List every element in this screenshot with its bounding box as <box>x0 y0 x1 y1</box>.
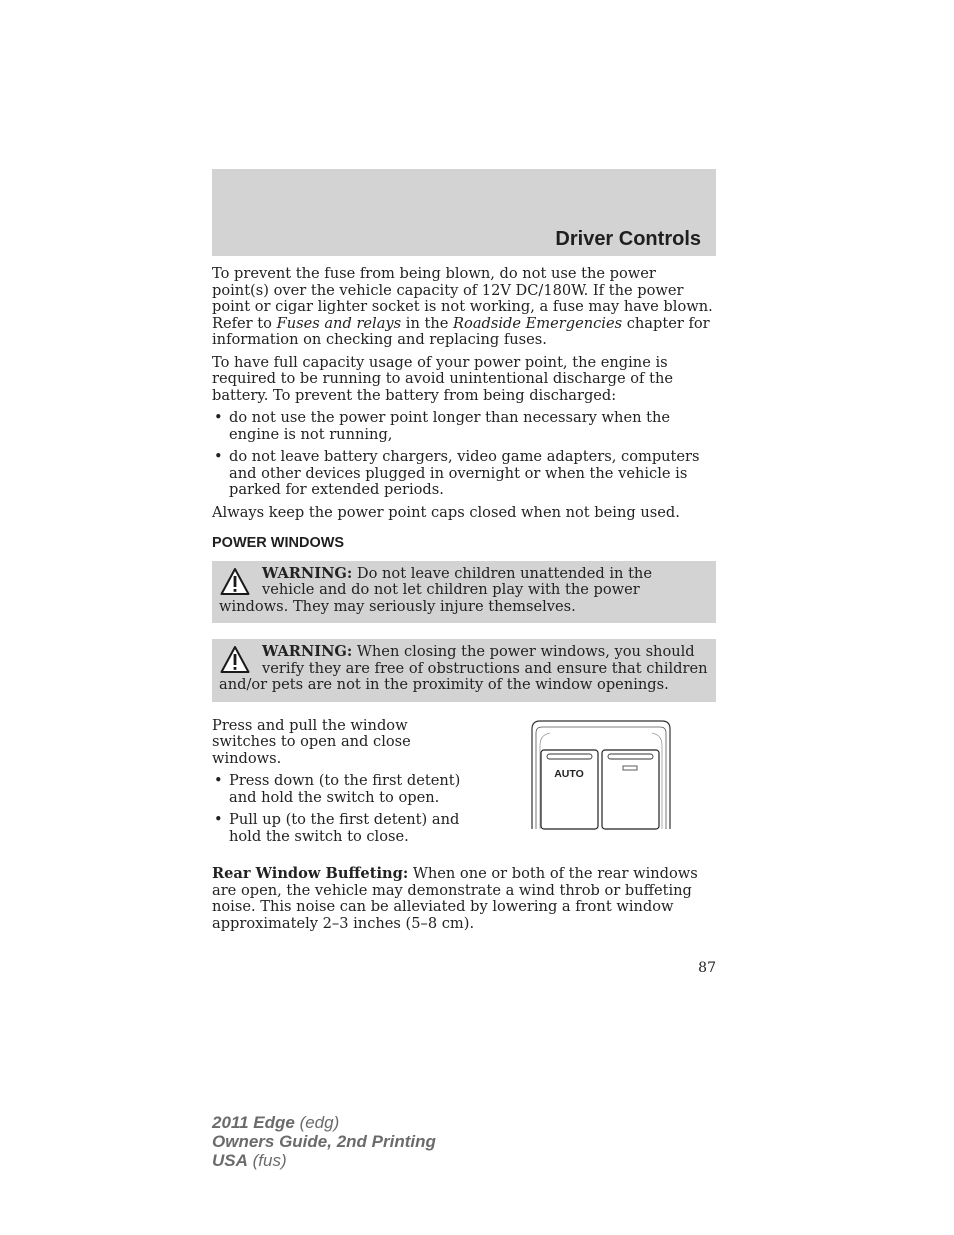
ref-fuses-and-relays: Fuses and relays <box>276 314 402 332</box>
warning-text: When closing the power windows, you should verify they are free of obstructions and ensure that children and/or pets are not in the proximity of the window openings. <box>219 643 708 693</box>
warning-text: Do not leave children unattended in the vehicle and do not let children play with the power windows. They may seriously injure themselves. <box>219 564 652 615</box>
switch-bullet-list <box>212 773 462 845</box>
footer-line-3: USA (fus) <box>212 1151 287 1170</box>
ref-roadside-emergencies: Roadside Emergencies <box>453 314 623 332</box>
discharge-bullet-list <box>212 410 716 499</box>
chapter-header-band <box>212 169 716 256</box>
section-heading-power-windows: POWER WINDOWS <box>212 535 345 551</box>
auto-label: AUTO <box>554 767 584 780</box>
warning-label: WARNING: <box>262 564 353 582</box>
footer-line-2: Owners Guide, 2nd Printing <box>212 1132 436 1151</box>
page-content <box>212 266 716 938</box>
fuse-paragraph: To prevent the fuse from being blown, do not use the power point(s) over the vehicle capacity of 12V DC/180W. If the power point or cigar lighter socket is not working, a fuse may have blown. Refer to Fuses and relays in the Roadside Emergencies chapter for information on checking and replacing fuses. <box>212 265 713 348</box>
warning-triangle-icon <box>220 645 250 675</box>
chapter-title: Driver Controls <box>555 228 701 250</box>
warning-label: WARNING: <box>262 643 353 660</box>
window-switch-instructions <box>212 718 462 852</box>
rear-window-buffeting-label: Rear Window Buffeting: <box>212 865 409 882</box>
warning-box-obstructions <box>212 639 716 702</box>
list-item: • Press down (to the first detent) and hold the switch to open. <box>212 773 462 806</box>
window-switch-section <box>212 718 716 852</box>
instructions-paragraph: Press and pull the window switches to open and close windows. <box>212 716 411 767</box>
page-number: 87 <box>698 960 716 976</box>
footer-info <box>212 1113 436 1170</box>
window-switch-illustration <box>526 719 676 831</box>
warning-box-children <box>212 561 716 624</box>
footer-line-1: 2011 Edge (edg) <box>212 1113 340 1132</box>
warning-triangle-icon <box>220 567 250 597</box>
list-item: • do not leave battery chargers, video game adapters, computers and other devices plugged in overnight or when the vehicle is parked for extended periods. <box>212 449 716 499</box>
rear-window-buffeting-paragraph: Rear Window Buffeting: When one or both of the rear windows are open, the vehicle may demonstrate a wind throb or buffeting noise. This noise can be alleviated by lowering a front window approximately 2–3 inches (5–8 cm). <box>212 865 698 932</box>
list-item: • do not use the power point longer than necessary when the engine is not running, <box>212 410 716 443</box>
capacity-paragraph: To have full capacity usage of your power point, the engine is required to be running to avoid unintentional discharge of the battery. To prevent the battery from being discharged: <box>212 353 673 404</box>
list-item: • Pull up (to the first detent) and hold the switch to close. <box>212 812 462 845</box>
caps-paragraph: Always keep the power point caps closed when not being used. <box>212 503 680 521</box>
